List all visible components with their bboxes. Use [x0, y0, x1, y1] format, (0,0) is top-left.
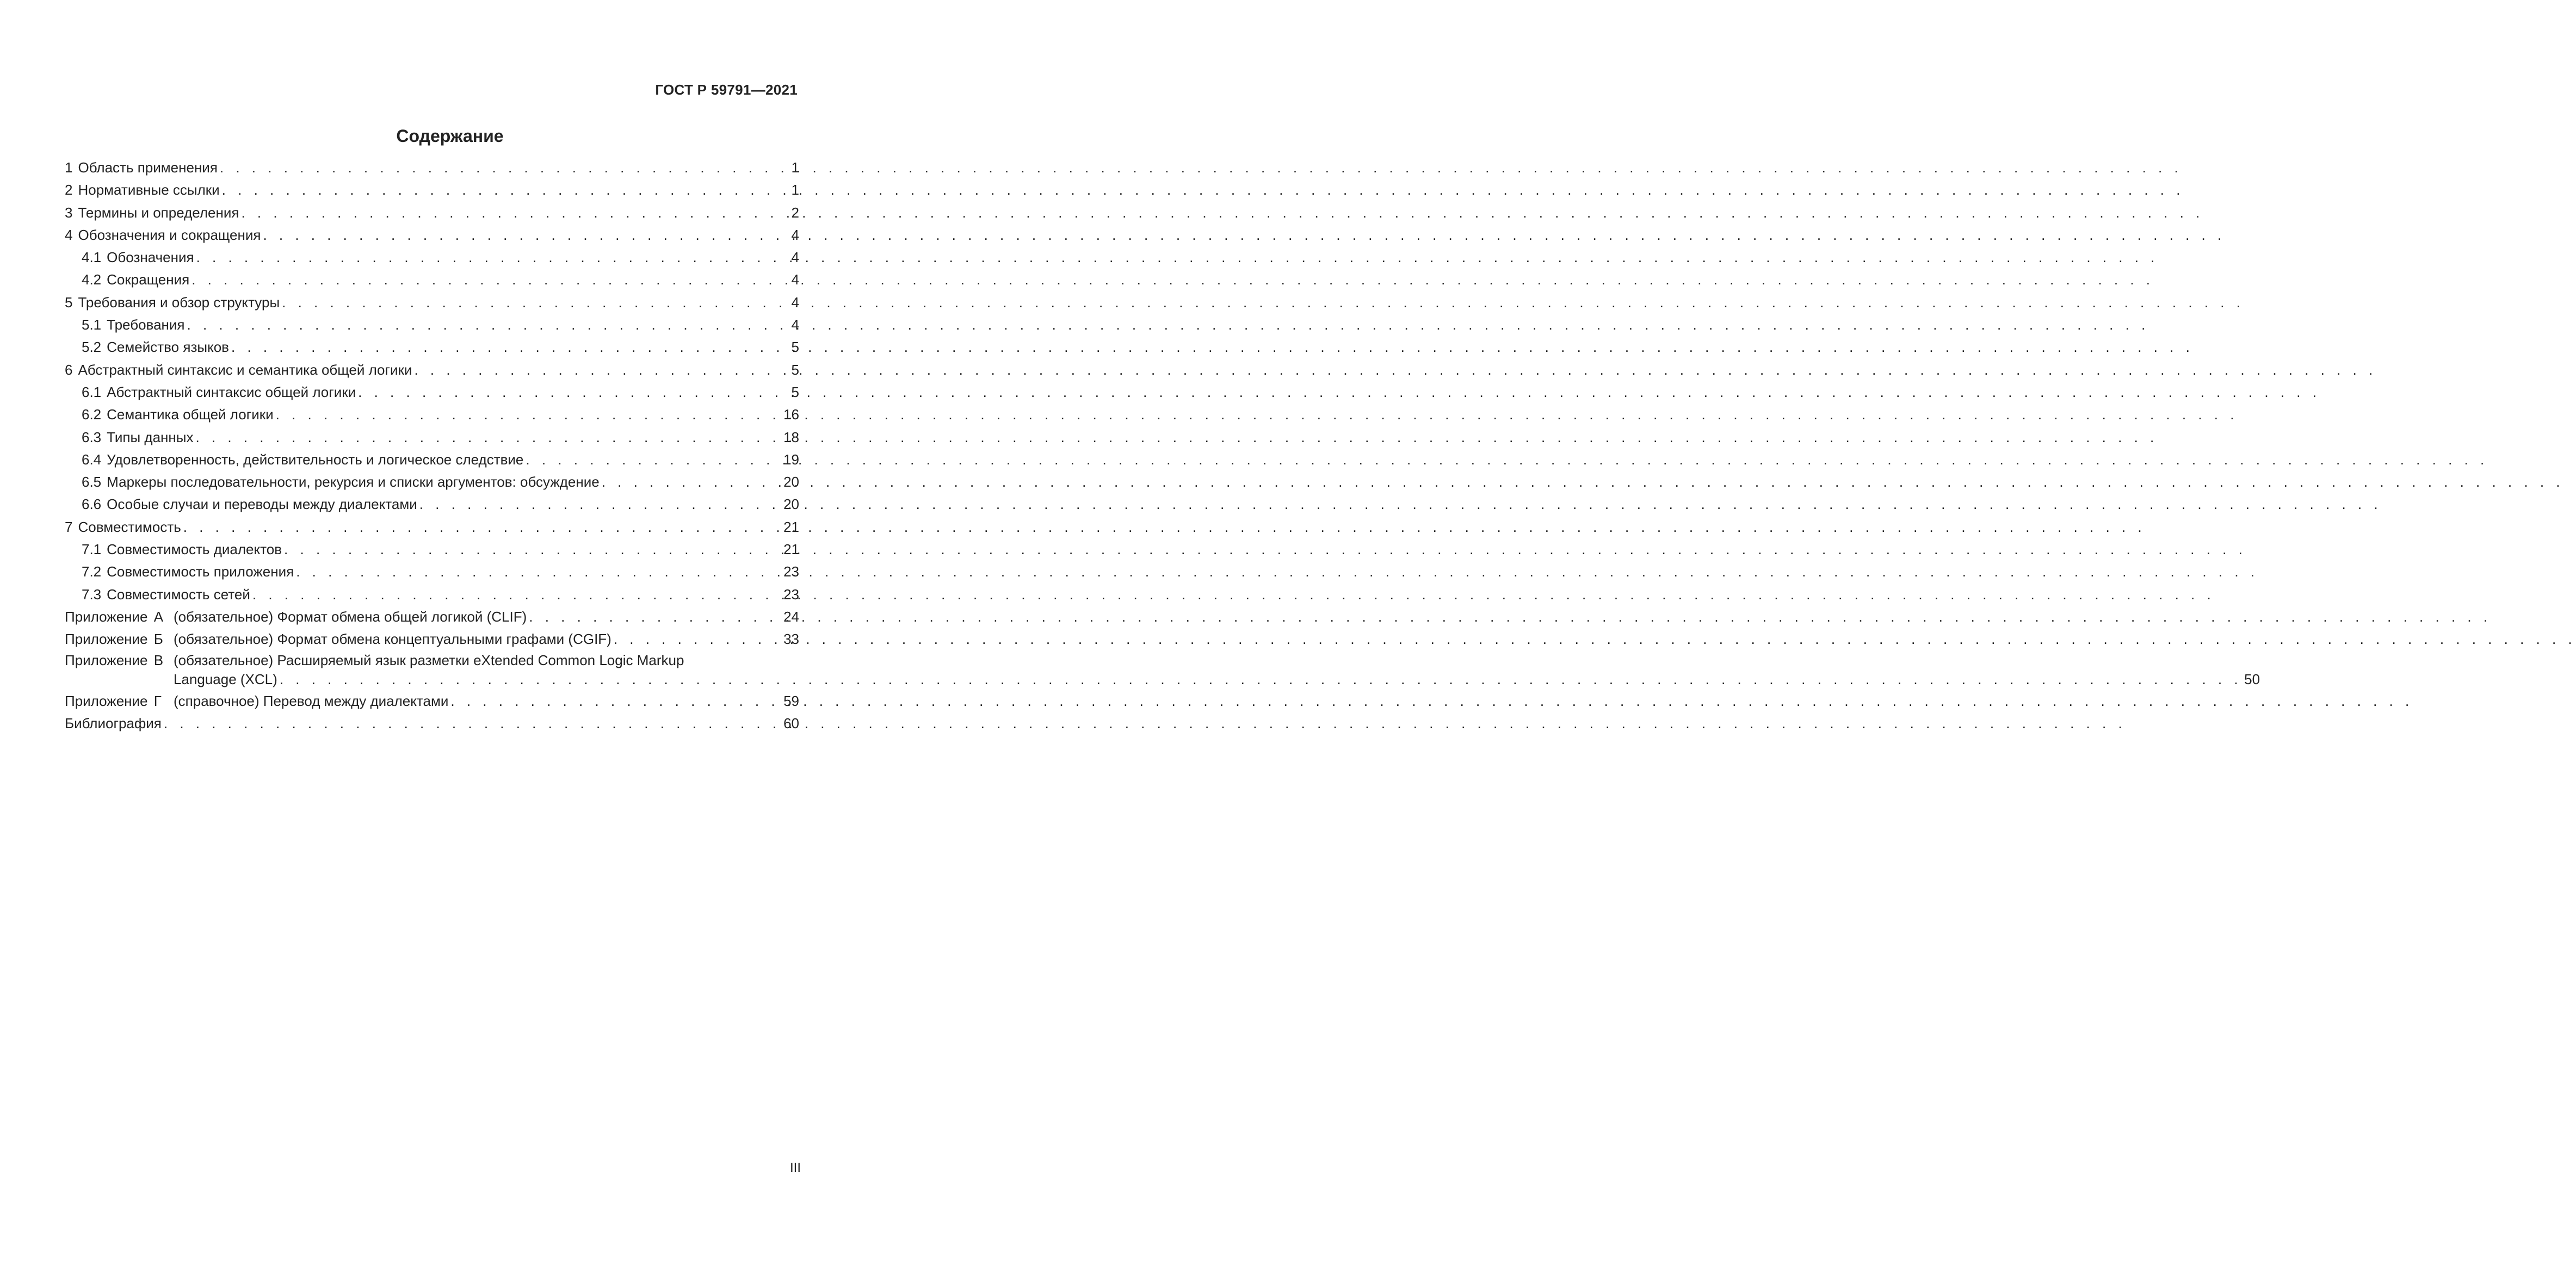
- toc-entry[interactable]: [65, 224, 799, 246]
- toc-appendix-entry[interactable]: [65, 690, 799, 712]
- toc-entry[interactable]: [65, 202, 799, 224]
- toc-entry-number: 6.6: [82, 496, 102, 513]
- dot-leader: [419, 493, 781, 516]
- dot-leader: [296, 561, 781, 583]
- toc-entry-label: Маркеры последовательности, рекурсия и списки аргументов: обсуждение: [107, 474, 600, 491]
- toc-entry-page: 16: [783, 406, 799, 423]
- toc-entry-number: 6.5: [82, 474, 102, 491]
- toc-entry-label: Совместимость: [78, 518, 181, 535]
- toc-entry-number: 4.2: [82, 271, 102, 288]
- toc-entry-page: 4: [791, 226, 799, 243]
- toc-subentry[interactable]: [65, 449, 799, 471]
- toc-entry-label: Термины и определения: [78, 204, 239, 221]
- toc-subentry[interactable]: [65, 493, 799, 516]
- toc-entry-label: Абстрактный синтаксис общей логики: [107, 383, 356, 400]
- toc-entry-page: 20: [783, 474, 799, 491]
- toc-entry[interactable]: [65, 516, 799, 538]
- toc-subentry[interactable]: [65, 314, 799, 336]
- toc-entry-label: (обязательное) Формат обмена общей логикой (CLIF): [174, 608, 527, 625]
- toc-entry-label: Требования: [107, 317, 185, 333]
- toc-entry-number: 6.1: [82, 383, 102, 400]
- toc-entry-number: 7: [65, 518, 73, 535]
- toc-entry-label: Типы данных: [107, 429, 194, 445]
- dot-leader: [284, 538, 781, 561]
- toc-entry-label: Требования и обзор структуры: [78, 294, 280, 311]
- toc-entry-label: Особые случаи и переводы между диалектами: [107, 496, 417, 513]
- toc-entry-page: 1: [791, 159, 799, 176]
- dot-leader: [191, 269, 789, 291]
- toc-subentry[interactable]: [65, 246, 799, 269]
- dot-leader: [183, 516, 781, 538]
- toc-appendix-entry[interactable]: [65, 628, 799, 650]
- toc-entry-page: 5: [791, 361, 799, 378]
- toc-subentry[interactable]: [65, 471, 799, 493]
- toc-entry-page: 1: [791, 182, 799, 198]
- toc-entry-label: Удовлетворенность, действительность и логическое следствие: [107, 451, 524, 468]
- toc-entry-number: 6.2: [82, 406, 102, 423]
- toc-entry-page: 60: [783, 715, 799, 731]
- toc-entry-page: 4: [791, 317, 799, 333]
- toc-entry-label: Семейство языков: [107, 339, 229, 356]
- dot-leader: [252, 584, 781, 606]
- toc-entry-page: 5: [791, 383, 799, 400]
- toc-entry-page: 23: [783, 563, 799, 580]
- toc-subentry[interactable]: [65, 561, 799, 583]
- dot-leader: [187, 314, 789, 336]
- toc-entry-page: 33: [783, 631, 799, 648]
- toc-subentry[interactable]: [65, 381, 799, 404]
- toc-subentry[interactable]: [65, 336, 799, 358]
- toc-entry[interactable]: [65, 359, 799, 381]
- toc-entry-number: 7.1: [82, 541, 102, 558]
- toc-entry-page: 59: [783, 692, 799, 709]
- appendix-number: Приложение Б: [65, 631, 163, 648]
- toc-entry-label: Семантика общей логики: [107, 406, 274, 423]
- toc-entry-label: Библиография: [65, 715, 162, 731]
- toc-entry-number: 3: [65, 204, 73, 221]
- toc-appendix-entry[interactable]: [65, 651, 2260, 690]
- toc-entry-number: 5.1: [82, 317, 102, 333]
- toc-entry-body: [174, 651, 2260, 690]
- toc-entry-number: 4: [65, 226, 73, 243]
- toc-entry-label: Абстрактный синтаксис и семантика общей логики: [78, 361, 412, 378]
- toc-entry-label: Совместимость приложения: [107, 563, 294, 580]
- toc-subentry[interactable]: [65, 584, 799, 606]
- toc-entry-number: 1: [65, 159, 73, 176]
- appendix-number: Приложение Г: [65, 692, 162, 709]
- dot-leader: [220, 157, 789, 179]
- toc-entry-label: Обозначения и сокращения: [78, 226, 261, 243]
- toc-subentry[interactable]: [65, 538, 799, 561]
- dot-leader: [614, 628, 781, 650]
- dot-leader: [529, 606, 781, 628]
- toc-entry-number: 5.2: [82, 339, 102, 356]
- dot-leader: [602, 471, 781, 493]
- toc-entry[interactable]: [65, 157, 799, 179]
- toc-entry-label: Нормативные ссылки: [78, 182, 220, 198]
- toc-entry-page: 4: [791, 271, 799, 288]
- table-of-contents: [65, 157, 2260, 735]
- dot-leader: [263, 224, 789, 246]
- toc-entry-number: 7.2: [82, 563, 102, 580]
- toc-entry-label: Совместимость сетей: [107, 586, 250, 603]
- toc-entry-label: Обозначения: [107, 249, 194, 266]
- toc-entry-page: 18: [783, 429, 799, 445]
- toc-entry-page: 50: [2244, 671, 2260, 687]
- toc-entry-page: 2: [791, 204, 799, 221]
- dot-leader: [526, 449, 781, 471]
- dot-leader: [358, 381, 789, 404]
- dot-leader: [241, 202, 789, 224]
- toc-entry-page: 21: [783, 518, 799, 535]
- dot-leader: [196, 246, 789, 269]
- dot-leader: [231, 336, 789, 358]
- dot-leader: [414, 359, 789, 381]
- toc-entry[interactable]: [65, 179, 799, 201]
- toc-entry-page: 19: [783, 451, 799, 468]
- dot-leader: [280, 670, 2242, 689]
- toc-entry-number: 4.1: [82, 249, 102, 266]
- toc-entry-page: 24: [783, 608, 799, 625]
- toc-entry-label-continued: Language (XCL): [174, 671, 277, 687]
- appendix-number: Приложение В: [65, 651, 164, 668]
- dot-leader: [276, 404, 781, 426]
- dot-leader: [282, 291, 789, 314]
- toc-entry-number: 6.4: [82, 451, 102, 468]
- toc-entry-number: 5: [65, 294, 73, 311]
- document-code: ГОСТ Р 59791—2021: [655, 82, 798, 98]
- toc-entry-label: Сокращения: [107, 271, 190, 288]
- toc-entry-number: 7.3: [82, 586, 102, 603]
- toc-entry-label: (обязательное) Формат обмена концептуальными графами (CGIF): [174, 631, 611, 648]
- dot-leader: [195, 426, 781, 449]
- toc-subentry[interactable]: [65, 404, 799, 426]
- toc-entry-label: Совместимость диалектов: [107, 541, 282, 558]
- toc-subentry[interactable]: [65, 426, 799, 449]
- toc-appendix-entry[interactable]: [65, 606, 799, 628]
- toc-entry-page: 20: [783, 496, 799, 513]
- toc-entry-page: 23: [783, 586, 799, 603]
- toc-entry-page: 4: [791, 294, 799, 311]
- dot-leader: [164, 712, 781, 735]
- toc-entry-continuation: [174, 670, 2260, 690]
- toc-entry-number: 2: [65, 182, 73, 198]
- toc-entry-number: 6.3: [82, 429, 102, 445]
- toc-entry-label: (обязательное) Расширяемый язык разметки eXtended Common Logic Markup: [174, 651, 684, 668]
- dot-leader: [222, 179, 789, 201]
- page-number: III: [789, 1161, 801, 1175]
- page-title: Содержание: [396, 126, 504, 146]
- dot-leader: [450, 690, 781, 712]
- toc-subentry[interactable]: [65, 269, 799, 291]
- toc-entry-page: 5: [791, 339, 799, 356]
- toc-entry-number: 6: [65, 361, 73, 378]
- toc-entry-page: 4: [791, 249, 799, 266]
- toc-entry-page: 21: [783, 541, 799, 558]
- toc-entry[interactable]: [65, 291, 799, 314]
- toc-entry-label: (справочное) Перевод между диалектами: [174, 692, 449, 709]
- toc-entry-bibliography[interactable]: [65, 712, 799, 735]
- appendix-number: Приложение А: [65, 608, 164, 625]
- toc-entry-label: Область применения: [78, 159, 218, 176]
